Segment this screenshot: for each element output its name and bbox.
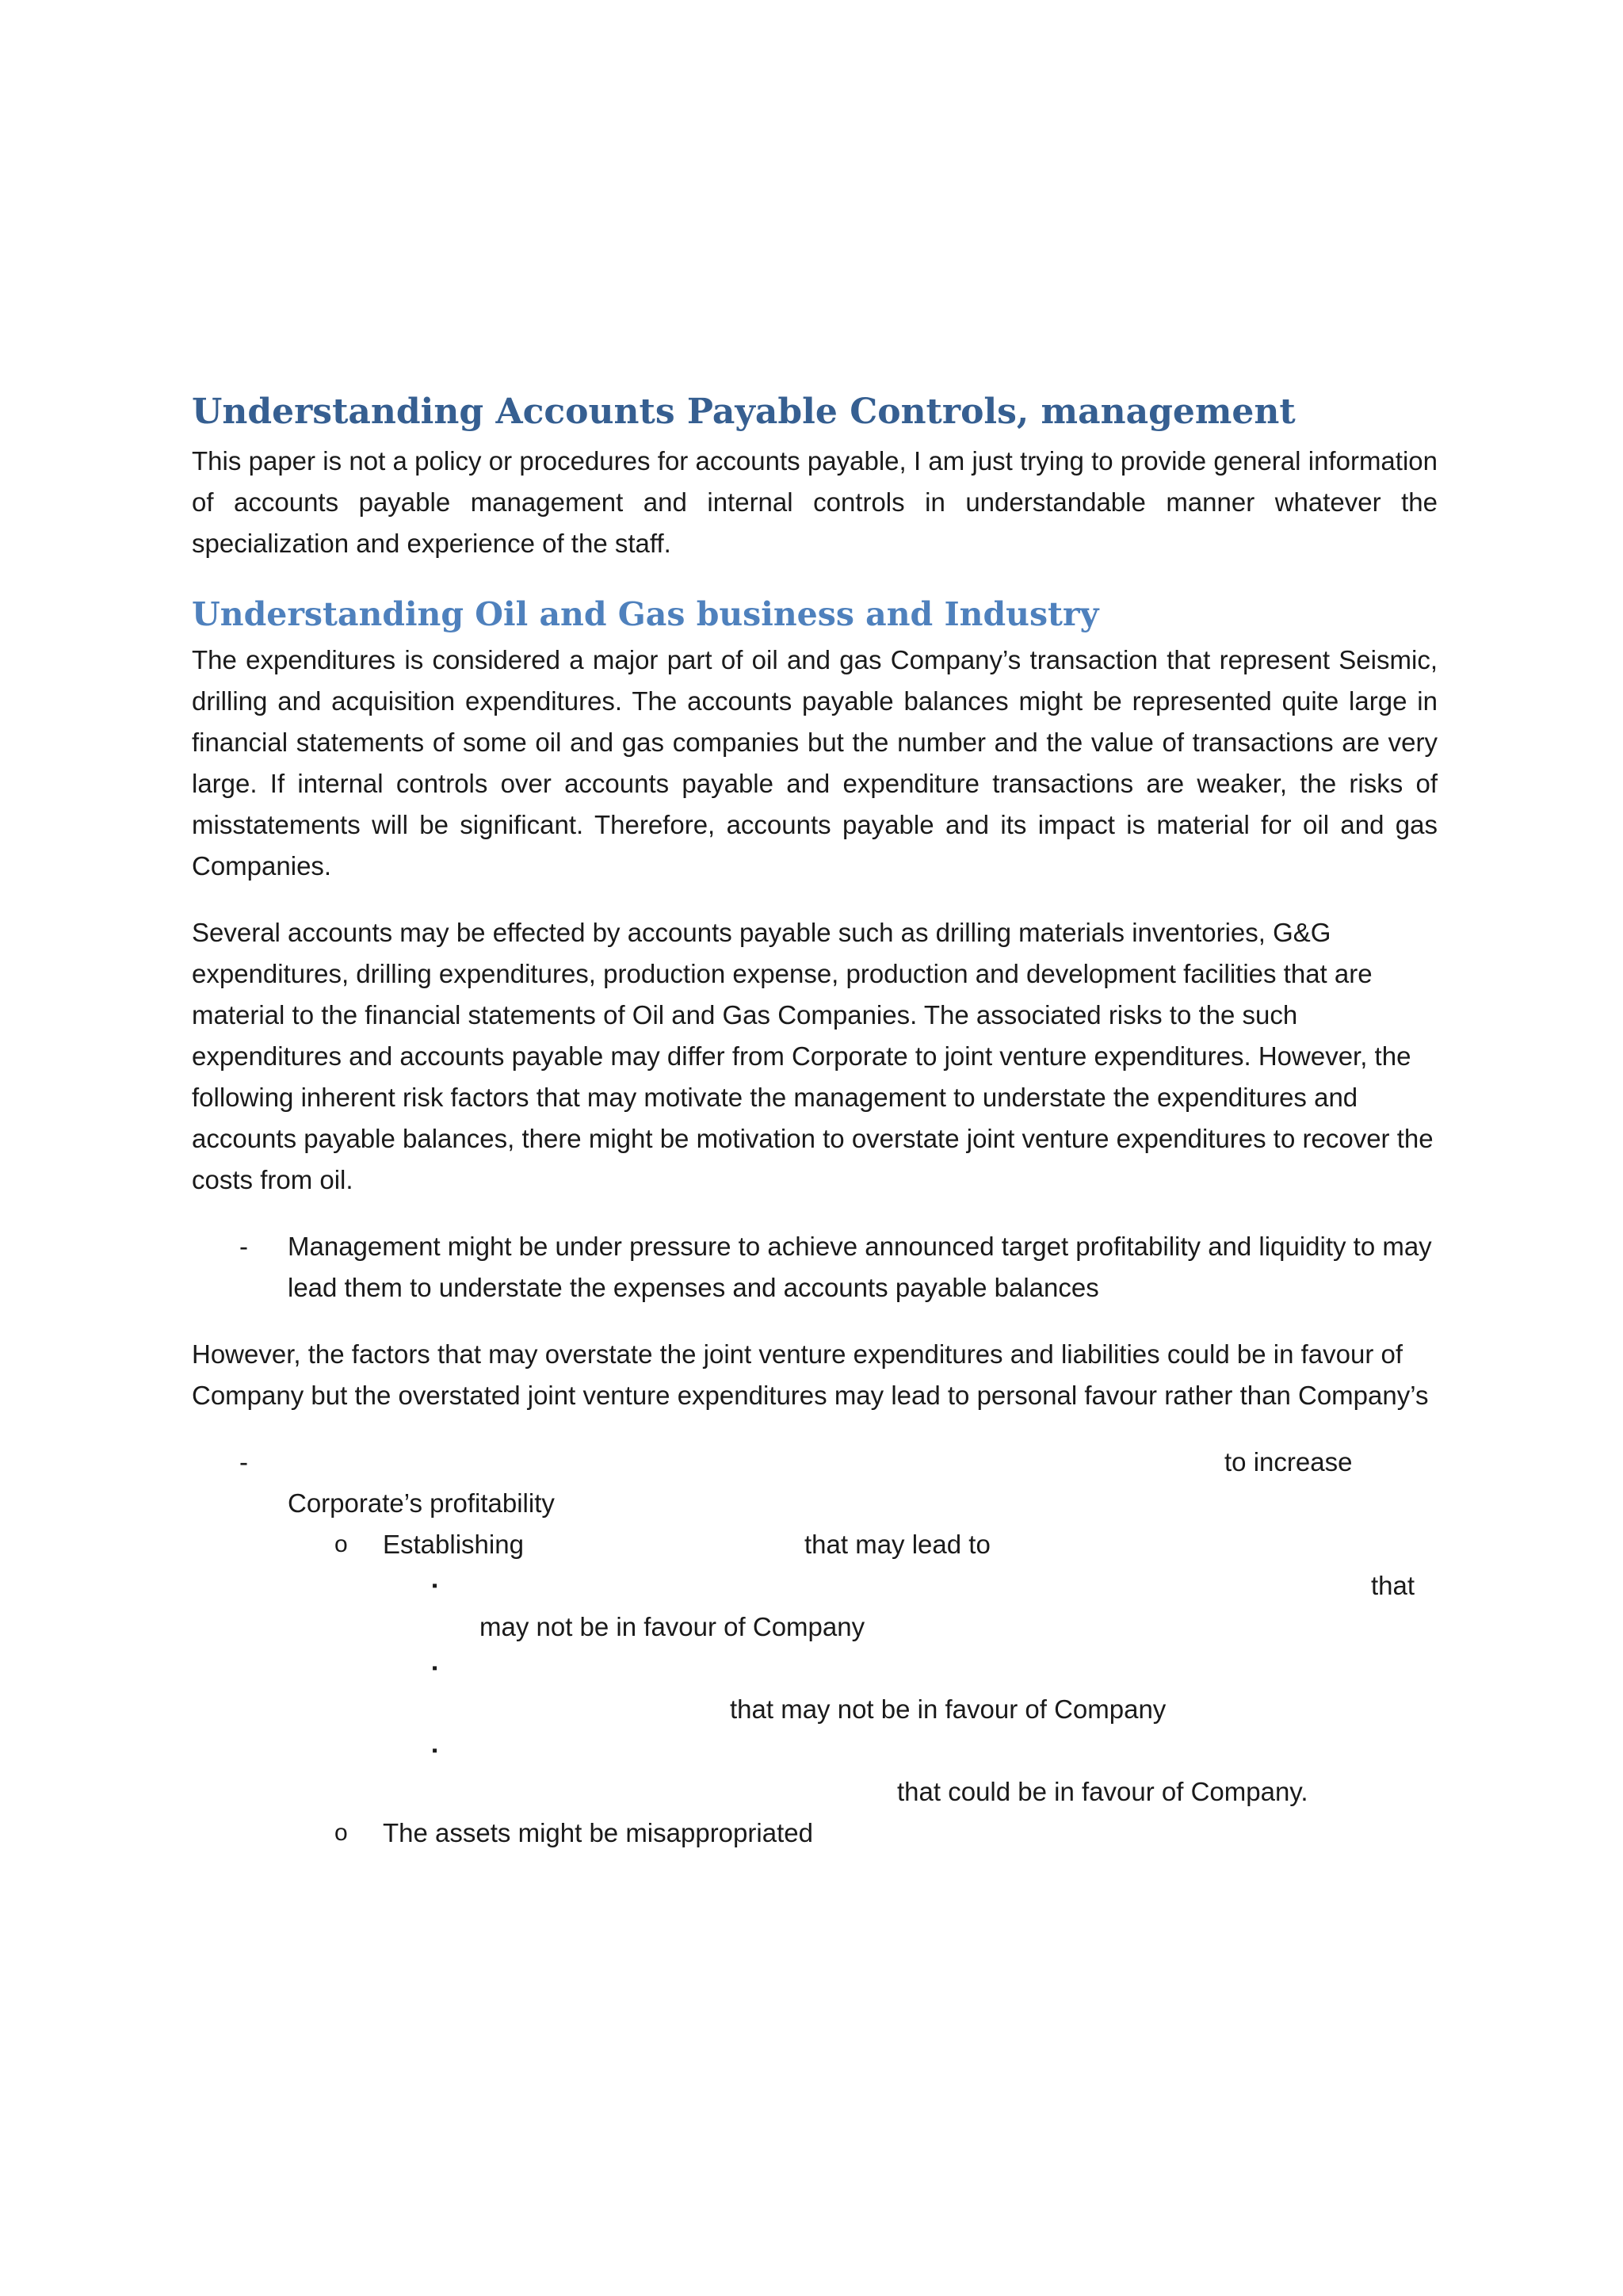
sub-sub-list-item (192, 1730, 1438, 1813)
square-bullet: ▪ (432, 1659, 438, 1677)
section-heading: Understanding Oil and Gas business and Industry (192, 594, 1099, 633)
square-bullet: ▪ (432, 1741, 438, 1759)
paragraph-overstate-factors: However, the factors that may overstate the joint venture expenditures and liabilities could be in favour of Company but the overstated joint venture expenditures may lead to personal favour rather than Company’s (192, 1339, 1429, 1410)
page-title: Understanding Accounts Payable Controls, management (192, 392, 1296, 432)
sub-list-item (192, 1813, 1438, 1854)
sub-sub-list-item (192, 1648, 1438, 1730)
sub-list-item-fragment: that may lead to (804, 1529, 991, 1559)
risk-list-overstate (192, 1442, 1438, 1854)
paragraph-expenditures: The expenditures is considered a major part of oil and gas Company’s transaction that represent Seismic, drilling and acquisition expenditures. The accounts payable balances might be represented quite large in financial statements of some oil and gas companies but the number and the value of transactions are very large. If internal controls over accounts payable and expenditure transactions are weaker, the risks of misstatements will be significant. Therefore, accounts payable and its impact is material for oil and gas Companies. (192, 644, 1438, 881)
sub-sub-list-item-text: that could be in favour of Company. (897, 1776, 1308, 1806)
sub-sub-list-item-fragment: that (1371, 1570, 1415, 1600)
square-bullet: ▪ (432, 1576, 438, 1595)
list-item-text: Management might be under pressure to achieve announced target profitability and liquidity to may lead them to understate the expenses and accounts payable balances (288, 1231, 1432, 1302)
list-item-text: Corporate’s profitability (288, 1488, 555, 1518)
sub-list-item (192, 1524, 1438, 1565)
circle-bullet: o (334, 1530, 348, 1557)
risk-list-understate (192, 1226, 1438, 1308)
list-item (192, 1226, 1438, 1308)
dash-bullet: - (239, 1231, 248, 1261)
document-body (192, 392, 1438, 1854)
dash-bullet: - (239, 1446, 248, 1477)
circle-bullet: o (334, 1819, 348, 1846)
sub-sub-list-item-text: that may not be in favour of Company (730, 1694, 1167, 1724)
sub-sub-list-item-text: may not be in favour of Company (479, 1611, 865, 1641)
list-item-fragment: to increase (1224, 1446, 1353, 1477)
list-item (192, 1442, 1438, 1524)
sub-list-item-text: The assets might be misappropriated (383, 1817, 813, 1847)
intro-paragraph: This paper is not a policy or procedures for accounts payable, I am just trying to provide general information of accounts payable management and internal controls in understandable manner whatever the specialization and experience of the staff. (192, 445, 1438, 558)
paragraph-accounts-affected: Several accounts may be effected by accounts payable such as drilling materials inventories, G&G expenditures, drilling expenditures, production expense, production and development facilities that are material to the financial statements of Oil and Gas Companies. The associated risks to the such expenditures and accounts payable may differ from Corporate to joint venture expenditures. However, the following inherent risk factors that may motivate the management to understate the expenditures and accounts payable balances, there might be motivation to overstate joint venture expenditures to recover the costs from oil. (192, 917, 1434, 1194)
sub-list-item-text: Establishing (383, 1529, 524, 1559)
sub-sub-list-item (192, 1565, 1438, 1648)
